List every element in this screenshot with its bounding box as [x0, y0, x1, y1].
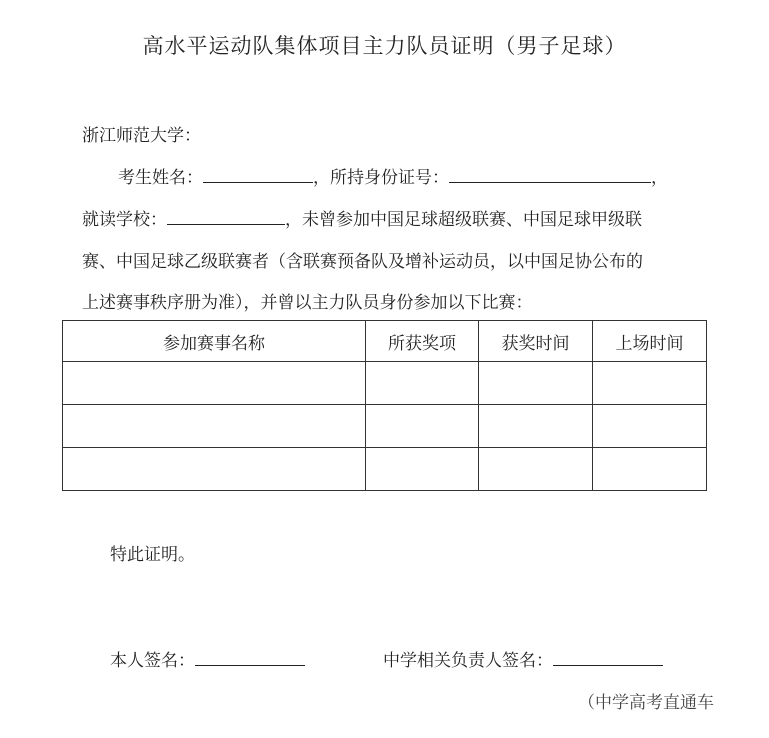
table-cell[interactable] — [366, 405, 479, 448]
body-line-1: ，未曾参加中国足球超级联赛、中国足球甲级联 — [285, 210, 642, 230]
body-line-3: 上述赛事秩序册为准），并曾以主力队员身份参加以下比赛： — [82, 293, 533, 313]
certify-text: 特此证明。 — [110, 545, 195, 565]
body-line-2: 赛、中国足球乙级联赛者（含联赛预备队及增补运动员，以中国足协公布的 — [82, 252, 643, 272]
name-blank[interactable] — [203, 168, 313, 183]
table-cell[interactable] — [63, 405, 366, 448]
table-cell[interactable] — [63, 448, 366, 491]
school-sign-blank[interactable] — [553, 651, 663, 666]
id-blank[interactable] — [449, 168, 651, 183]
table-row — [63, 362, 707, 405]
id-label: ，所持身份证号： — [313, 168, 449, 188]
table-row — [63, 405, 707, 448]
table-cell[interactable] — [479, 362, 593, 405]
watermark: （中学高考直通车 — [578, 693, 714, 713]
table-cell[interactable] — [479, 448, 593, 491]
school-sign-label: 中学相关负责人签名： — [383, 651, 553, 671]
name-line — [118, 163, 668, 188]
self-sign-blank[interactable] — [195, 651, 305, 666]
header-award-time: 获奖时间 — [479, 321, 593, 362]
header-award: 所获奖项 — [366, 321, 479, 362]
id-end: ， — [651, 168, 668, 188]
table-cell[interactable] — [479, 405, 593, 448]
school-sign-line — [383, 646, 663, 671]
school-line — [82, 205, 642, 230]
header-event-name: 参加赛事名称 — [63, 321, 366, 362]
addressee: 浙江师范大学： — [82, 126, 201, 146]
self-sign-label: 本人签名： — [110, 651, 195, 671]
self-sign-line — [110, 646, 305, 671]
school-label: 就读学校： — [82, 210, 167, 230]
table-cell[interactable] — [593, 362, 707, 405]
header-play-time: 上场时间 — [593, 321, 707, 362]
table-header-row — [63, 321, 707, 362]
school-blank[interactable] — [167, 210, 285, 225]
table-cell[interactable] — [593, 448, 707, 491]
name-label: 考生姓名： — [118, 168, 203, 188]
page-title: 高水平运动队集体项目主力队员证明（男子足球） — [142, 34, 627, 58]
table-cell[interactable] — [366, 362, 479, 405]
table-cell[interactable] — [593, 405, 707, 448]
awards-table — [62, 320, 707, 491]
table-row — [63, 448, 707, 491]
table-cell[interactable] — [63, 362, 366, 405]
table-cell[interactable] — [366, 448, 479, 491]
